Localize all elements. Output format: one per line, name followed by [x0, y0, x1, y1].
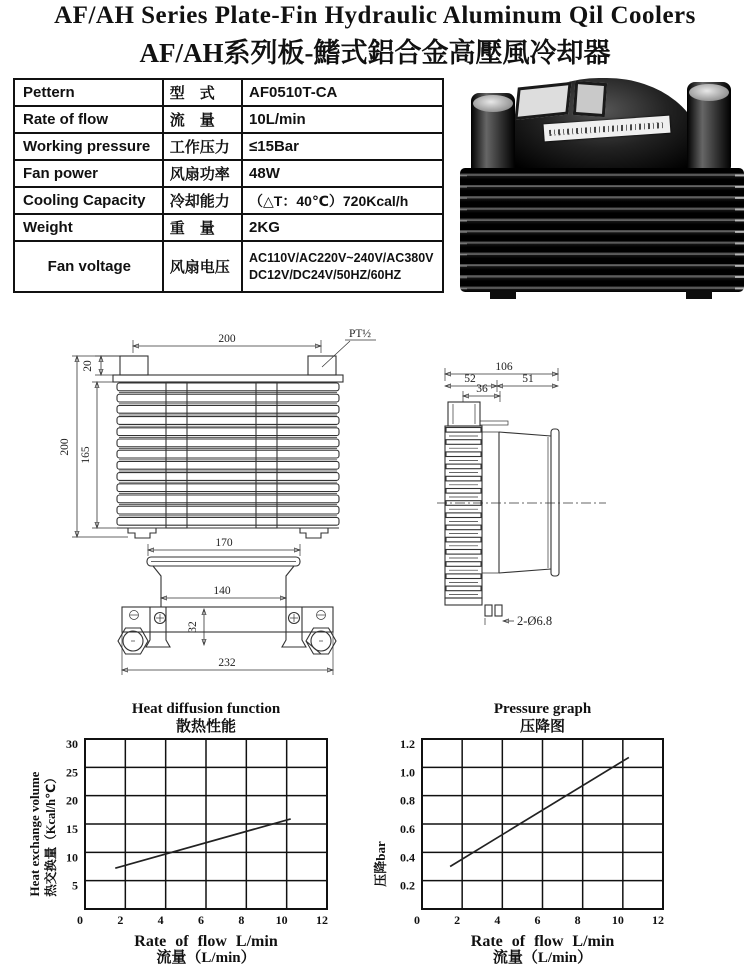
- mount-plate: [122, 607, 333, 632]
- dim-front-port-height: 20: [82, 360, 94, 372]
- fin-band: [446, 525, 481, 530]
- spec-value: 48W: [242, 160, 443, 187]
- spec-label-en: Fan power: [14, 160, 163, 187]
- side-view: [437, 361, 606, 628]
- spec-label-en: Fan voltage: [14, 241, 163, 292]
- x-tick-label: 10: [611, 913, 624, 927]
- fan-top-label: [514, 82, 571, 120]
- x-tick-label: 8: [574, 913, 581, 927]
- side-bottom-plate: [445, 598, 482, 605]
- spec-value-line1: AC110V/AC220V~240V/AC380V: [249, 251, 434, 266]
- cooler-foot-right: [686, 291, 712, 299]
- fin-row: [117, 405, 339, 413]
- fin-row: [117, 394, 339, 402]
- dim-bottom-shroud-width: 170: [215, 537, 233, 549]
- table-row: [14, 106, 443, 133]
- y-tick-label: 0.2: [400, 878, 415, 893]
- spec-label-zh: 型 式: [163, 79, 242, 106]
- x-tick-label: 10: [275, 913, 288, 927]
- fin-band: [446, 562, 481, 567]
- table-row: [14, 79, 443, 106]
- x-tick-label: 0: [77, 913, 83, 927]
- x-tick-label: 2: [117, 913, 124, 927]
- oil-port-right: [687, 82, 731, 174]
- cooler-foot-left: [490, 291, 516, 299]
- chart-title: Heat diffusion function: [131, 701, 281, 717]
- y-axis-label: 压降bar: [373, 841, 388, 887]
- front-port-right: [308, 356, 336, 375]
- front-view: [59, 328, 376, 538]
- spec-value-line2: DC12V/DC24V/50HZ/60HZ: [249, 267, 402, 282]
- spec-label-en: Rate of flow: [14, 106, 163, 133]
- fin-row: [117, 517, 339, 525]
- front-fin-rows: [117, 383, 339, 525]
- spec-label-zh: 工作压力: [163, 133, 242, 160]
- spec-label-en: Weight: [14, 214, 163, 241]
- mount-tab: [485, 605, 492, 616]
- y-tick-label: 20: [66, 793, 78, 808]
- data-line: [115, 819, 290, 868]
- spec-label-en: Working pressure: [14, 133, 163, 160]
- thread-callout: PT½: [348, 328, 372, 340]
- x-tick-label: 4: [157, 913, 164, 927]
- fin-row: [117, 495, 339, 503]
- fin-band: [446, 440, 481, 445]
- dim-side-port-width: 36: [476, 383, 488, 395]
- fin-row: [117, 417, 339, 425]
- y-tick-label: 0.6: [400, 822, 415, 836]
- dim-side-core-depth: 52: [464, 373, 476, 385]
- spec-label-zh: 风扇功率: [163, 160, 242, 187]
- table-row: [14, 214, 443, 241]
- dim-side-overall-depth: 106: [495, 361, 513, 373]
- dim-bottom-overall-width: 232: [218, 657, 236, 669]
- sticker-text-marks: [549, 122, 665, 136]
- dim-front-width: 200: [218, 333, 236, 345]
- page-title-chinese: AF/AH系列板-鰭式鋁合金高壓風冷却器: [139, 38, 611, 68]
- spec-value: AF0510T-CA: [242, 79, 443, 106]
- spec-label-zh: 重 量: [163, 214, 242, 241]
- front-foot-right: [300, 528, 328, 538]
- y-tick-label: 5: [72, 878, 78, 893]
- fin-row: [117, 473, 339, 481]
- fin-row: [117, 439, 339, 447]
- fin-row: [117, 428, 339, 436]
- pressure-graph-chart: [368, 701, 720, 966]
- y-tick-label: 0.8: [400, 793, 415, 808]
- x-tick-label: 12: [652, 913, 664, 927]
- fin-band: [446, 586, 481, 591]
- spec-value: （△T：40℃）720Kcal/h: [242, 187, 443, 214]
- fan-top-badge: [573, 81, 607, 117]
- front-foot-left: [128, 528, 156, 538]
- cooler-fin-stack: [460, 168, 744, 292]
- y-axis-label: Heat exchange volume 热交换量（Kcal/h℃）: [27, 771, 58, 897]
- dim-side-shroud-depth: 51: [522, 373, 534, 385]
- dim-front-core-height: 165: [80, 446, 92, 464]
- dim-side-mount-holes: 2-Ø6.8: [517, 614, 553, 628]
- bottom-view: [118, 537, 336, 675]
- x-axis-label: Rate of flow L/min: [134, 933, 278, 950]
- fin-row: [117, 506, 339, 514]
- dim-bottom-bracket-height: 32: [187, 621, 199, 633]
- engineering-drawings: [0, 325, 750, 697]
- table-row: [14, 187, 443, 214]
- fin-band: [446, 428, 481, 433]
- x-tick-label: 4: [494, 913, 501, 927]
- x-tick-label: 6: [198, 913, 204, 927]
- fin-band: [446, 550, 481, 555]
- spec-label-zh: 流 量: [163, 106, 242, 133]
- table-row: [14, 133, 443, 160]
- product-photo: [458, 78, 746, 300]
- x-axis-label-chinese: 流量（L/min）: [492, 950, 593, 966]
- table-row: [14, 241, 443, 292]
- y-tick-label: 0.4: [400, 850, 415, 865]
- shroud-flange: [551, 429, 559, 576]
- x-tick-label: 2: [454, 913, 461, 927]
- front-port-left: [120, 356, 148, 375]
- spec-value: 2KG: [242, 214, 443, 241]
- spec-label-zh: 风扇电压: [163, 241, 242, 292]
- spec-label-zh: 冷却能力: [163, 187, 242, 214]
- y-tick-label: 30: [66, 737, 78, 751]
- x-tick-label: 6: [534, 913, 541, 927]
- x-axis-label-chinese: 流量（L/min）: [156, 950, 256, 966]
- chart-plot-area: [368, 736, 720, 933]
- spec-label-en: Pettern: [14, 79, 163, 106]
- y-tick-label: 10: [66, 850, 78, 865]
- heat-diffusion-chart: [22, 701, 356, 966]
- data-line: [450, 757, 629, 866]
- page-title-english: AF/AH Series Plate-Fin Hydraulic Aluminum Qil Coolers: [54, 2, 696, 29]
- chart-subtitle: 压降图: [519, 719, 565, 735]
- y-tick-label: 25: [66, 765, 78, 780]
- chart-plot-area: [22, 736, 356, 933]
- y-tick-label: 15: [66, 822, 78, 836]
- fin-band: [446, 489, 481, 494]
- x-tick-label: 12: [316, 913, 328, 927]
- fin-row: [117, 484, 339, 492]
- chart-subtitle: 散热性能: [175, 719, 236, 735]
- dim-bottom-mount-width: 140: [213, 585, 231, 597]
- fin-row: [117, 461, 339, 469]
- x-tick-label: 8: [238, 913, 245, 927]
- side-fin-rows: [446, 428, 481, 595]
- table-row: [14, 160, 443, 187]
- y-tick-label: 1.2: [400, 737, 415, 751]
- spec-value: 10L/min: [242, 106, 443, 133]
- fin-row: [117, 450, 339, 458]
- front-top-plate: [113, 375, 343, 382]
- chart-title: Pressure graph: [493, 701, 592, 717]
- fin-band: [446, 513, 481, 518]
- spec-value: [242, 241, 443, 292]
- spec-table: [13, 78, 444, 293]
- fin-band: [446, 464, 481, 469]
- x-tick-label: 0: [414, 913, 420, 927]
- fin-row: [117, 383, 339, 391]
- spec-label-en: Cooling Capacity: [14, 187, 163, 214]
- fin-band: [446, 476, 481, 481]
- fin-band: [446, 574, 481, 579]
- mount-tab: [495, 605, 502, 616]
- x-axis-label: Rate of flow L/min: [470, 933, 615, 950]
- fin-band: [446, 537, 481, 542]
- dim-front-overall-height: 200: [59, 438, 71, 456]
- fin-band: [446, 452, 481, 457]
- y-tick-label: 1.0: [400, 765, 415, 780]
- spec-value: ≤15Bar: [242, 133, 443, 160]
